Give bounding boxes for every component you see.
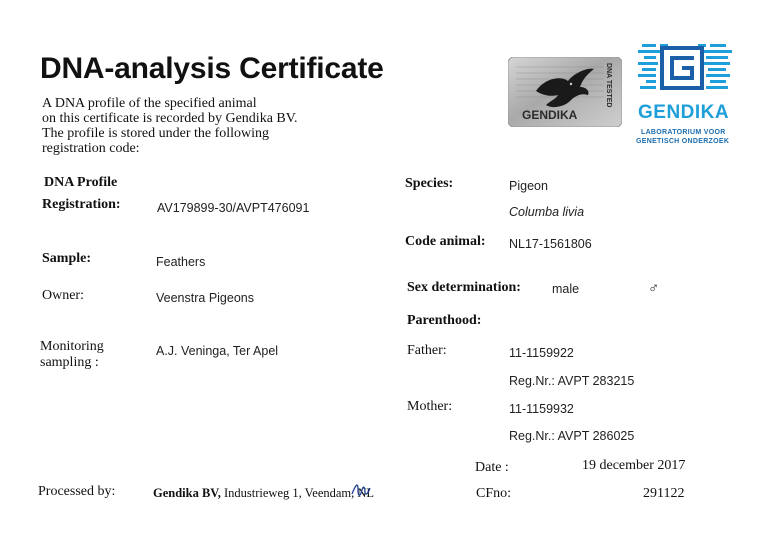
cfno-label: CFno: [476, 486, 512, 501]
registration-label: Registration: [42, 197, 121, 212]
gendika-logo-subtitle-2: GENETISCH ONDERZOEK [636, 138, 730, 145]
parenthood-label: Parenthood: [407, 313, 482, 328]
owner-label: Owner: [42, 288, 84, 303]
processor-address [153, 486, 374, 501]
monitoring-label-2: sampling : [40, 355, 99, 370]
signature-icon [350, 480, 372, 500]
species-label: Species: [405, 176, 454, 191]
gendika-logo-subtitle-1: LABORATORIUM VOOR [641, 129, 726, 136]
date-value: 19 december 2017 [582, 458, 686, 473]
mother-value: 11-1159932 [509, 402, 574, 416]
mother-label: Mother: [407, 399, 453, 414]
sticker-tested-text: DNA TESTED [605, 63, 612, 108]
intro-line-2: on this certificate is recorded by Gendika BV. [42, 111, 298, 126]
date-label: Date : [475, 460, 509, 475]
mother-reg-number: Reg.Nr.: AVPT 286025 [509, 429, 635, 443]
sex-value: male [552, 282, 580, 296]
cfno-value: 291122 [643, 486, 685, 501]
processor-company: Gendika BV, [153, 486, 221, 500]
intro-line-1: A DNA profile of the specified animal [42, 96, 257, 111]
sticker-brand-text: GENDIKA [522, 108, 578, 122]
intro-line-4: registration code: [42, 141, 140, 156]
certificate-title: DNA-analysis Certificate [40, 52, 384, 85]
owner-value: Veenstra Pigeons [156, 291, 254, 305]
code-animal-label: Code animal: [405, 234, 486, 249]
intro-line-3: The profile is stored under the following [42, 126, 270, 141]
father-label: Father: [407, 343, 447, 358]
sex-determination-label: Sex determination: [407, 280, 521, 295]
dna-profile-heading: DNA Profile [44, 175, 118, 190]
father-reg-number: Reg.Nr.: AVPT 283215 [509, 374, 635, 388]
sample-label: Sample: [42, 251, 91, 266]
gendika-logo-name: GENDIKA [638, 102, 730, 123]
species-value: Pigeon [509, 179, 548, 193]
code-animal-value: NL17-1561806 [509, 237, 592, 251]
processed-by-label: Processed by: [38, 484, 116, 499]
monitoring-value: A.J. Veninga, Ter Apel [156, 344, 279, 358]
father-value: 11-1159922 [509, 346, 574, 360]
species-latin-value: Columba livia [509, 205, 585, 219]
sample-value: Feathers [156, 255, 206, 269]
processor-street: Industrieweg 1, Veendam, NL [220, 486, 375, 500]
registration-value: AV179899-30/AVPT476091 [157, 201, 310, 215]
monitoring-label-1: Monitoring [40, 339, 104, 354]
male-symbol-icon: ♂ [648, 280, 660, 297]
